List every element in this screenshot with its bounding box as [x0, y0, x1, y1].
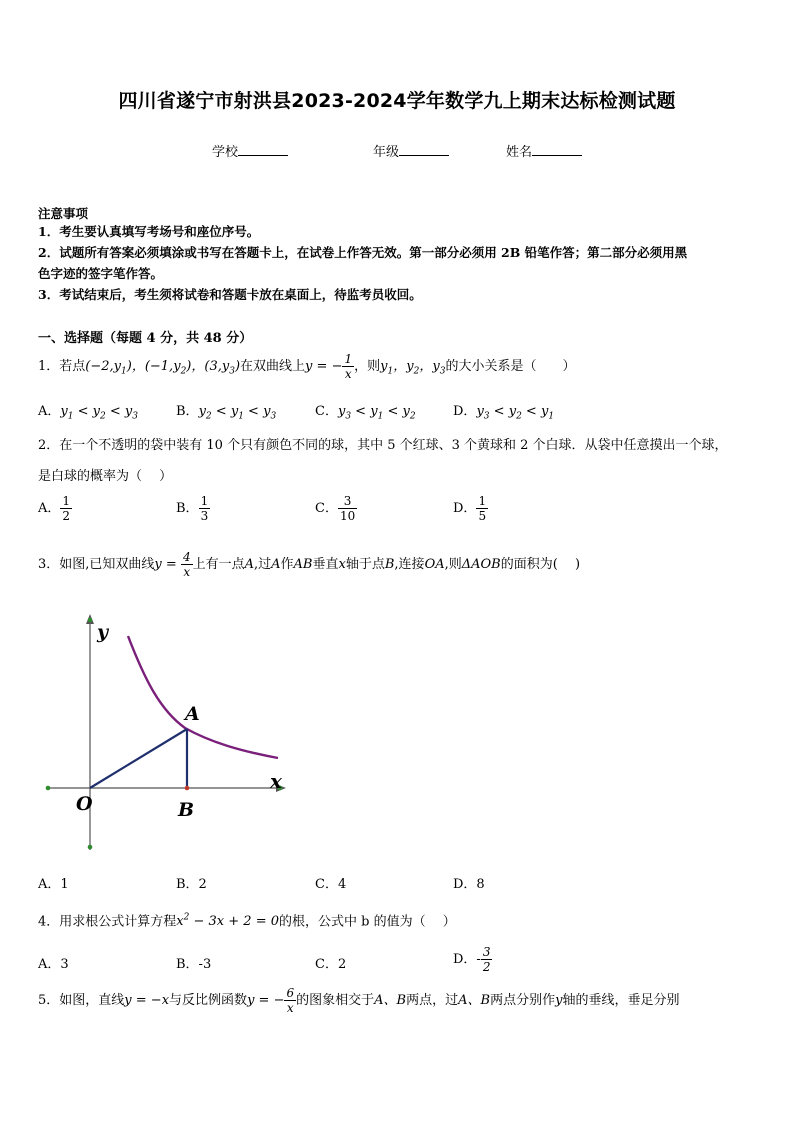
- q2-option-b[interactable]: B． $\frac{1}{3}$: [176, 494, 209, 523]
- q2-option-c[interactable]: C． $\frac{3}{10}$: [315, 494, 356, 523]
- notes-heading: 注意事项: [38, 206, 89, 221]
- q1-function: y = −: [305, 359, 343, 374]
- note-item: 色字迹的签字笔作答。: [38, 266, 164, 281]
- note-item: 3．考试结束后，考生须将试卷和答题卡放在桌面上，待监考员收回。: [38, 287, 422, 302]
- question-2-line-1: 2．在一个不透明的袋中装有 10 个只有颜色不同的球，其中 5 个红球、3 个黄球和 2 个白球．从袋中任意摸出一个球，: [38, 438, 728, 453]
- question-1: [38, 352, 575, 387]
- q1-mid: 在双曲线上: [240, 359, 306, 374]
- q1-points: $(-2,y_1)$，$(-1,y_2)$，$(3,y_3)$: [85, 359, 241, 377]
- axis-endpoint-dot: [88, 845, 93, 850]
- q4-option-d[interactable]: D．- $\frac{3}{2}$: [453, 945, 491, 974]
- grade-blank[interactable]: [399, 143, 449, 156]
- q1-end: 的大小关系是（ ）: [445, 359, 576, 374]
- origin-label: O: [76, 793, 93, 815]
- name-field: [506, 141, 582, 160]
- q3-option-c[interactable]: C．4: [315, 877, 347, 892]
- grade-field: [373, 141, 449, 160]
- q1-fraction: $\frac{1}{x}$: [344, 352, 353, 381]
- q3-option-b[interactable]: B．2: [176, 877, 207, 892]
- q3-figure: [30, 610, 310, 860]
- q3-option-d[interactable]: D．8: [453, 877, 485, 892]
- point-b-label: B: [178, 799, 195, 821]
- hyperbola-curve: [128, 636, 278, 758]
- school-field: [212, 141, 288, 160]
- question-3: 3．如图,已知双曲线y = $\frac{4}{x}$ 上有一点A,过A作AB垂直x轴于点B,连接OA,则ΔAOB的面积为( ): [38, 550, 581, 579]
- x-axis-label: x: [270, 769, 282, 793]
- point-b-dot: [185, 786, 190, 791]
- section-heading: 一、选择题（每题 4 分，共 48 分）: [38, 331, 253, 346]
- q1-option-b[interactable]: B．$y_2 < y_1 < y_3$: [176, 404, 277, 422]
- q1-tail: ，则: [354, 359, 381, 374]
- axis-endpoint-dot: [46, 786, 51, 791]
- q3-option-a[interactable]: A．1: [38, 877, 69, 892]
- q1-vars: $y_1$，$y_2$，$y_3$: [380, 359, 446, 377]
- question-2-line-2: 是白球的概率为（ ）: [38, 469, 173, 484]
- q2-option-d[interactable]: D． $\frac{1}{5}$: [453, 494, 487, 523]
- q4-option-b[interactable]: B．-3: [176, 957, 212, 972]
- question-5: 5．如图，直线y = −x与反比例函数y = − $\frac{6}{x}$ 的图象相交于A、B两点，过A、B两点分别作y轴的垂线，垂足分别: [38, 986, 680, 1015]
- point-a-label: A: [185, 703, 200, 725]
- y-axis-label: y: [97, 621, 109, 643]
- q1-option-a[interactable]: A．$y_1 < y_2 < y_3$: [38, 404, 139, 422]
- q2-option-a[interactable]: A． $\frac{1}{2}$: [38, 494, 71, 523]
- name-label: 姓名: [506, 145, 533, 160]
- school-label: 学校: [212, 145, 239, 160]
- grade-label: 年级: [373, 145, 400, 160]
- q4-option-c[interactable]: C．2: [315, 957, 347, 972]
- note-item: 2．试题所有答案必须填涂或书写在答题卡上，在试卷上作答无效。第一部分必须用 2B 铅笔作答；第二部分必须用黑: [38, 245, 688, 260]
- q1-prefix: 1．若点: [38, 359, 86, 374]
- q4-option-a[interactable]: A．3: [38, 957, 69, 972]
- segment-oa: [90, 729, 187, 788]
- note-item: 1．考生要认真填写考场号和座位序号。: [38, 224, 260, 239]
- q1-option-d[interactable]: D．$y_3 < y_2 < y_1$: [453, 404, 555, 422]
- page-title: 四川省遂宁市射洪县2023-2024学年数学九上期末达标检测试题: [118, 90, 676, 112]
- name-blank[interactable]: [532, 143, 582, 156]
- q1-option-c[interactable]: C．$y_3 < y_1 < y_2$: [315, 404, 416, 422]
- question-4: 4．用求根公式计算方程$x^2 - 3x + 2 = 0$的根，公式中 b 的值为（ ）: [38, 913, 456, 930]
- axis-endpoint-dot: [88, 618, 93, 623]
- school-blank[interactable]: [238, 143, 288, 156]
